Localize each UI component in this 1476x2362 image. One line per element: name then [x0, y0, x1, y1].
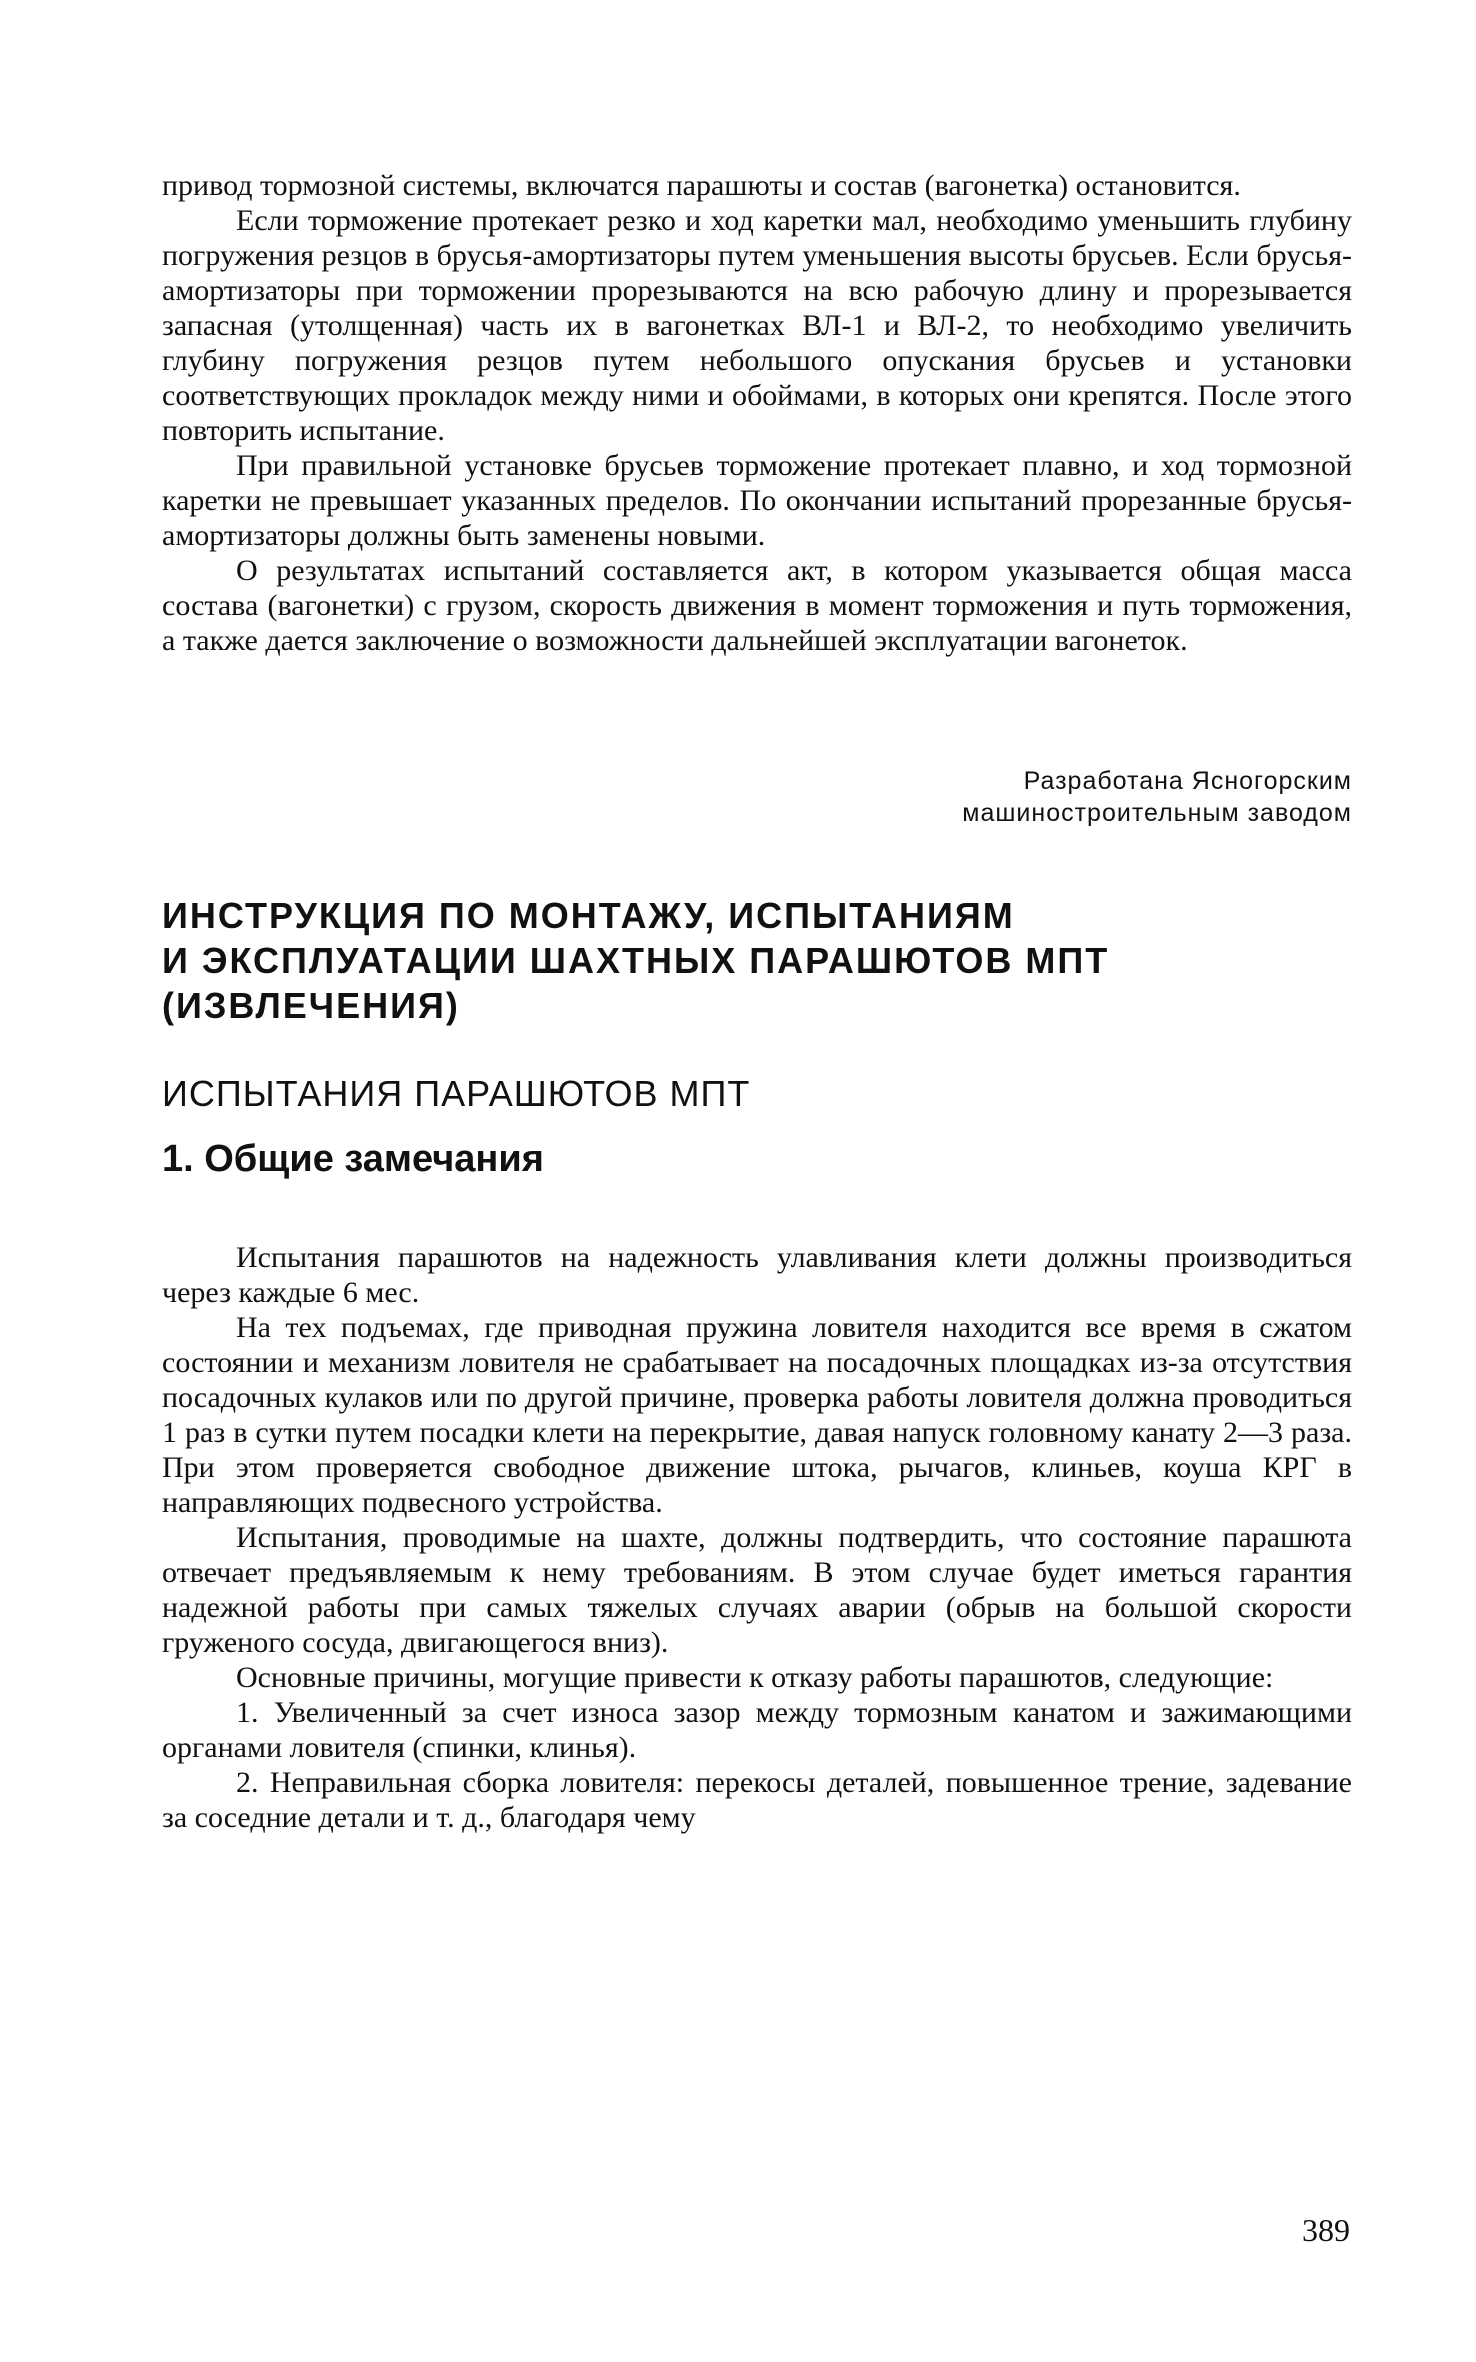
developer-credit [162, 765, 1352, 829]
page-content [162, 168, 1352, 1835]
page-number: 389 [1302, 2212, 1350, 2248]
paragraph-mine-tests: Испытания, проводимые на шахте, должны подтвердить, что состояние парашюта отвечает предъявляемым к нему требованиям. В этом случае будет иметься гарантия надежной работы при самых тяжелых случаях аварии (обрыв на большой скорости груженого сосуда, двигающегося вниз). [162, 1521, 1352, 1659]
section-heading: ИСПЫТАНИЯ ПАРАШЮТОВ МПТ [162, 1073, 751, 1114]
document-title [162, 893, 1352, 1028]
paragraph-braking-adjustment: Если торможение протекает резко и ход каретки мал, необходимо уменьшить глубину погружения резцов в брусья-амортизаторы путем уменьшения высоты брусьев. Если брусья-амортизаторы при торможении прорезываются на всю рабочую длину и прорезывается запасная (утолщенная) часть их в вагонетках ВЛ-1 и ВЛ-2, то необходимо увеличить глубину погружения резцов путем небольшого опускания брусьев и установки соответствующих прокладок между ними и обоймами, в которых они крепятся. После этого повторить испытание. [162, 204, 1352, 447]
credit-line: Разработана Ясногорским [1023, 767, 1352, 795]
paragraph-test-report: О результатах испытаний составляется акт, в котором указывается общая масса состава (вагонетки) с грузом, скорость движения в момент торможения и путь торможения, а также дается заключение о возможности дальнейшей эксплуатации вагонеток. [162, 554, 1352, 657]
title-line: И ЭКСПЛУАТАЦИИ ШАХТНЫХ ПАРАШЮТОВ МПТ [162, 940, 1110, 981]
paragraph-test-frequency: Испытания парашютов на надежность улавливания клети должны производиться через каждые 6 мес. [162, 1241, 1352, 1309]
paragraph-correct-installation: При правильной установке брусьев торможение протекает плавно, и ход тормозной каретки не превышает указанных пределов. По окончании испытаний прорезанные брусья-амортизаторы должны быть заменены новыми. [162, 449, 1352, 552]
title-line: (ИЗВЛЕЧЕНИЯ) [162, 985, 460, 1026]
list-item-cause-1: 1. Увеличенный за счет износа зазор между тормозным канатом и зажимающими органами ловителя (спинки, клинья). [162, 1696, 1352, 1764]
paragraph-failure-causes: Основные причины, могущие привести к отказу работы парашютов, следующие: [236, 1661, 1274, 1694]
paragraph-continuation: привод тормозной системы, включатся парашюты и состав (вагонетка) остановится. [162, 169, 1241, 202]
credit-line: машиностроительным заводом [962, 799, 1352, 827]
subsection-heading: 1. Общие замечания [162, 1138, 544, 1180]
paragraph-daily-check: На тех подъемах, где приводная пружина ловителя находится все время в сжатом состоянии и механизм ловителя не срабатывает на посадочных площадках из-за отсутствия посадочных кулаков или по другой причине, проверка работы ловителя должна проводиться 1 раз в сутки путем посадки клети на перекрытие, давая напуск головному канату 2—3 раза. При этом проверяется свободное движение штока, рычагов, клиньев, коуша КРГ в направляющих подвесного устройства. [162, 1311, 1352, 1519]
list-item-cause-2: 2. Неправильная сборка ловителя: перекосы деталей, повышенное трение, задевание за соседние детали и т. д., благодаря чему [162, 1766, 1352, 1834]
title-line: ИНСТРУКЦИЯ ПО МОНТАЖУ, ИСПЫТАНИЯМ [162, 895, 1015, 936]
